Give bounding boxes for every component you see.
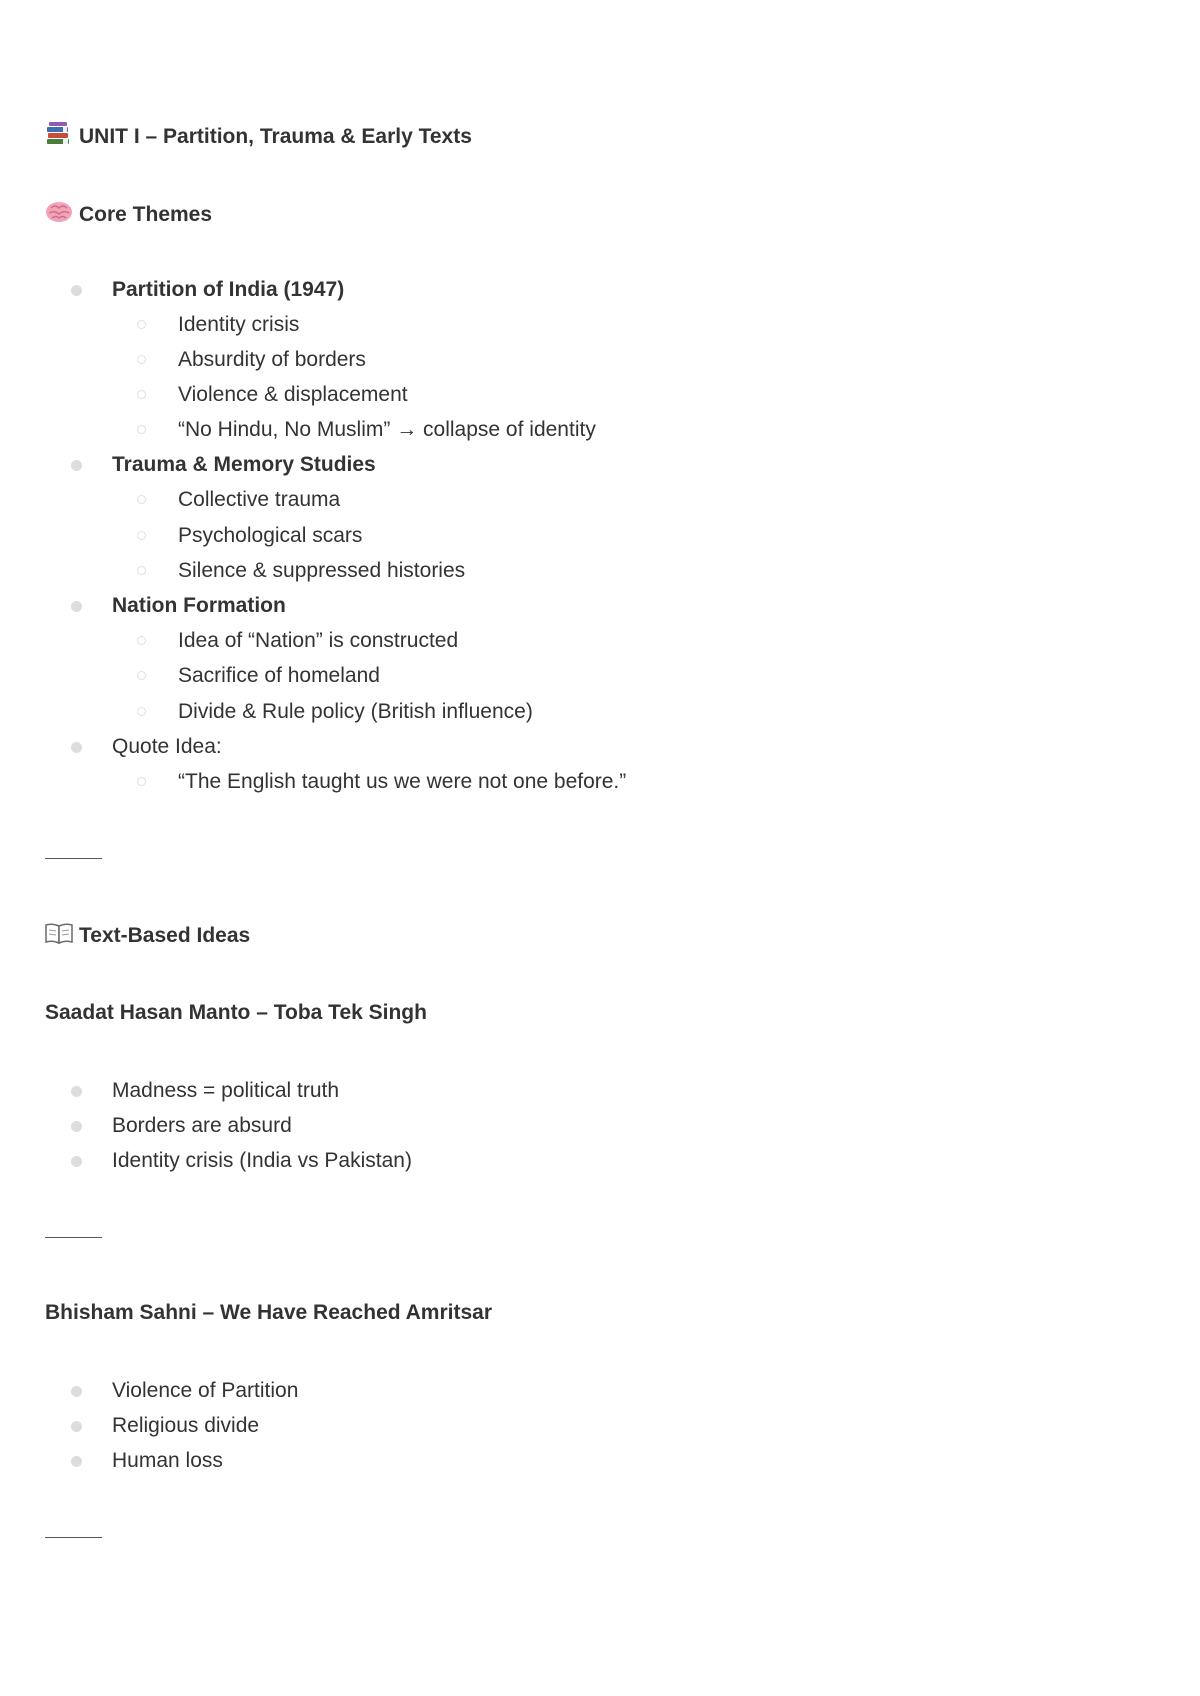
list-item [178, 382, 408, 408]
list-item-label: Religious divide [112, 1414, 260, 1437]
core-themes-heading-text: Core Themes [79, 203, 213, 227]
list-item [178, 628, 458, 654]
list-item-label: Collective trauma [178, 488, 341, 511]
unit-heading-text: UNIT I – Partition, Trauma & Early Texts [79, 125, 472, 149]
list-item [178, 699, 533, 725]
open-book-icon [45, 922, 73, 951]
bullet-icon [137, 531, 146, 540]
list-item-label: Psychological scars [178, 524, 363, 547]
list-item-label: Human loss [112, 1449, 223, 1472]
list-item [178, 663, 380, 689]
bullet-icon [137, 495, 146, 504]
bullet-icon [71, 601, 82, 612]
list-item-label: Identity crisis (India vs Pakistan) [112, 1149, 412, 1172]
list-item-label: Quote Idea: [112, 735, 222, 758]
list-item-label: Madness = political truth [112, 1079, 340, 1102]
core-themes-heading [45, 200, 212, 231]
manto-title: Saadat Hasan Manto – Toba Tek Singh [45, 1001, 427, 1024]
list-item [112, 277, 344, 303]
bullet-icon [137, 671, 146, 680]
list-item [112, 1113, 292, 1139]
list-item-label: Silence & suppressed histories [178, 559, 466, 582]
list-item [112, 452, 376, 478]
list-item-label: Nation Formation [112, 594, 286, 617]
list-item-label: Divide & Rule policy (British influence) [178, 700, 533, 723]
list-item [178, 347, 366, 373]
list-item [112, 1413, 259, 1439]
list-item [112, 1448, 223, 1474]
list-item [178, 487, 340, 513]
bullet-icon [71, 1456, 82, 1467]
bullet-icon [137, 707, 146, 716]
list-item-label: Violence & displacement [178, 383, 408, 406]
bullet-icon [71, 1421, 82, 1432]
divider [45, 1237, 102, 1238]
list-item [178, 417, 596, 443]
list-item [112, 593, 286, 619]
bullet-icon [137, 777, 146, 786]
list-item-label: “The English taught us we were not one before.” [178, 770, 627, 793]
bullet-icon [137, 355, 146, 364]
bullet-icon [137, 425, 146, 434]
list-item-label: Borders are absurd [112, 1114, 292, 1137]
list-item-label: Sacrifice of homeland [178, 664, 380, 687]
bullet-icon [71, 742, 82, 753]
text-based-heading [45, 922, 250, 951]
bullet-icon [71, 1086, 82, 1097]
text-based-heading-text: Text-Based Ideas [79, 924, 251, 948]
brain-icon [45, 200, 73, 231]
list-item-label: “No Hindu, No Muslim” → collapse of identity [178, 418, 596, 441]
list-item-label: Identity crisis [178, 313, 300, 336]
bullet-icon [137, 390, 146, 399]
list-item [178, 769, 626, 795]
list-item-label: Idea of “Nation” is constructed [178, 629, 459, 652]
list-item [112, 1378, 298, 1404]
bullet-icon [137, 636, 146, 645]
list-item-label: Trauma & Memory Studies [112, 453, 376, 476]
bullet-icon [71, 460, 82, 471]
list-item-label: Absurdity of borders [178, 348, 366, 371]
bullet-icon [71, 1156, 82, 1167]
bullet-icon [137, 566, 146, 575]
sahni-title: Bhisham Sahni – We Have Reached Amritsar [45, 1301, 492, 1324]
bullet-icon [71, 1121, 82, 1132]
books-icon [45, 122, 73, 153]
bullet-icon [71, 1386, 82, 1397]
list-item-label: Violence of Partition [112, 1379, 299, 1402]
list-item [178, 558, 465, 584]
list-item [178, 523, 362, 549]
list-item [112, 734, 222, 760]
list-item-label: Partition of India (1947) [112, 278, 345, 301]
divider [45, 1537, 102, 1538]
list-item [112, 1078, 339, 1104]
unit-heading [45, 122, 472, 153]
list-item [112, 1148, 412, 1174]
divider [45, 858, 102, 859]
bullet-icon [71, 285, 82, 296]
list-item [178, 312, 299, 338]
bullet-icon [137, 320, 146, 329]
